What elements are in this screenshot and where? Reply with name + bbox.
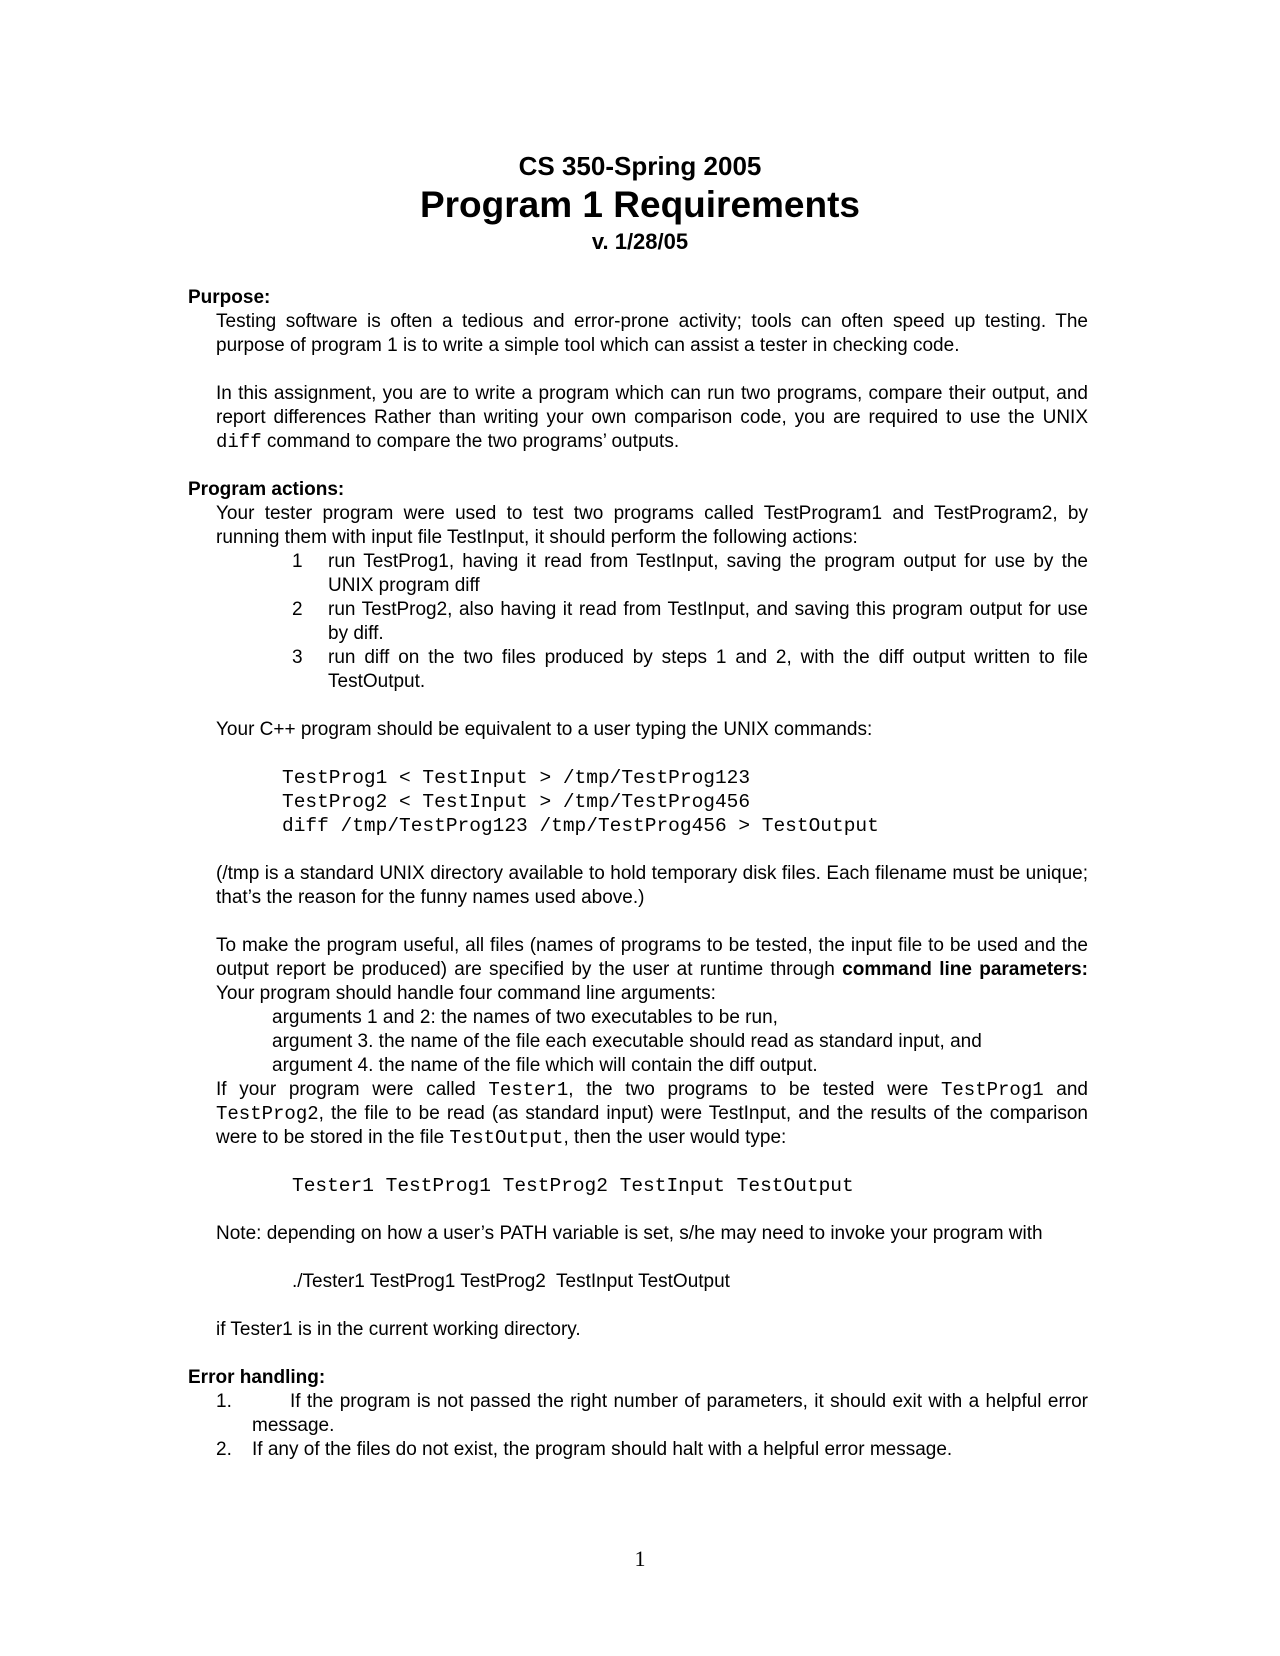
example-text: , the two programs to be tested were (568, 1079, 941, 1100)
list-item (292, 550, 1088, 598)
user-command: Tester1 TestProg1 TestProg2 TestInput TestOutput (292, 1175, 854, 1197)
purpose-paragraph-1: Testing software is often a tedious and error-prone activity; tools can often speed up testing. The purpose of program 1 is to write a simple tool which can assist a tester in checking code. (216, 311, 1088, 356)
actions-intro: Your tester program were used to test two programs called TestProgram1 and TestProgram2, by running them with input file TestInput, it should perform the following actions: (216, 503, 1088, 548)
arguments-list (272, 1006, 1088, 1078)
example-text: and (1043, 1079, 1088, 1100)
unix-commands-block (282, 766, 1088, 838)
testoutput-code: TestOutput (449, 1127, 564, 1149)
example-text: If your program were called (216, 1079, 489, 1100)
document-header (0, 150, 1280, 256)
cwd-note: if Tester1 is in the current working directory. (216, 1319, 581, 1340)
purpose-p2-text-b: command to compare the two programs’ outputs. (261, 431, 680, 452)
steps-list (292, 550, 1088, 694)
error-item-text: If any of the files do not exist, the program should halt with a helpful error message. (252, 1439, 953, 1460)
tmp-note: (/tmp is a standard UNIX directory available to hold temporary disk files. Each filename must be unique; that’s the reason for the funny names used above.) (216, 863, 1088, 908)
path-command: ./Tester1 TestProg1 TestProg2 TestInput TestOutput (292, 1271, 730, 1292)
actions-heading: Program actions: (188, 479, 345, 500)
list-item: argument 4. the name of the file which will contain the diff output. (272, 1055, 818, 1076)
code-line: TestProg1 < TestInput > /tmp/TestProg123 (282, 767, 751, 789)
code-line: diff /tmp/TestProg123 /tmp/TestProg456 > TestOutput (282, 815, 879, 837)
list-item (292, 598, 1088, 646)
example-text: , then the user would type: (563, 1127, 787, 1148)
useful-text-a: To make the program useful, all files (names of programs to be tested, the input file to be used and the output report be produced) are specified by the user at runtime through (216, 935, 1088, 980)
purpose-heading: Purpose: (188, 287, 271, 308)
list-item: argument 3. the name of the file each executable should read as standard input, and (272, 1031, 982, 1052)
error-item-number: 2. (216, 1439, 232, 1460)
tester1-code: Tester1 (488, 1079, 569, 1101)
list-item (216, 1390, 1088, 1438)
example-paragraph (216, 1078, 1088, 1150)
command-line-parameters-bold: command line parameters: (842, 959, 1088, 980)
step-number: 3 (292, 647, 303, 668)
step-number: 1 (292, 551, 303, 572)
document-title: Program 1 Requirements (419, 184, 861, 225)
testprog1-code: TestProg1 (941, 1079, 1044, 1101)
list-item (292, 646, 1088, 694)
testprog2-code: TestProg2 (216, 1103, 319, 1125)
equivalent-commands-note: Your C++ program should be equivalent to a user typing the UNIX commands: (216, 719, 873, 740)
error-handling-heading: Error handling: (188, 1367, 326, 1388)
example-text: , the file to be read (as standard input) were TestInput, and the results of the comparison were to be stored in the file (216, 1103, 1088, 1148)
path-note: Note: depending on how a user’s PATH variable is set, s/he may need to invoke your program with (216, 1223, 1043, 1244)
list-item: arguments 1 and 2: the names of two executables to be run, (272, 1007, 778, 1028)
list-item (216, 1438, 1088, 1462)
error-handling-list (216, 1390, 1088, 1462)
step-text: run TestProg1, having it read from TestInput, saving the program output for use by the UNIX program diff (328, 551, 1088, 596)
purpose-section (216, 310, 1088, 454)
page-number: 1 (634, 1546, 646, 1571)
error-item-number: 1. (216, 1391, 232, 1412)
step-text: run TestProg2, also having it read from TestInput, and saving this program output for use by diff. (328, 599, 1088, 644)
actions-section (216, 502, 1088, 1342)
document-body (188, 286, 1088, 1462)
version-label: v. 1/28/05 (591, 229, 689, 254)
diff-code: diff (216, 431, 262, 453)
error-item-text: If the program is not passed the right number of parameters, it should exit with a helpful error message. (252, 1391, 1088, 1436)
purpose-paragraph-2 (216, 382, 1088, 454)
code-line: TestProg2 < TestInput > /tmp/TestProg456 (282, 791, 751, 813)
command-line-paragraph (216, 934, 1088, 1006)
step-text: run diff on the two files produced by steps 1 and 2, with the diff output written to file TestOutput. (328, 647, 1088, 692)
useful-text-b: Your program should handle four command line arguments: (216, 983, 716, 1004)
purpose-p2-text-a: In this assignment, you are to write a program which can run two programs, compare their output, and report differences Rather than writing your own comparison code, you are required to use the UNIX (216, 383, 1088, 428)
step-number: 2 (292, 599, 303, 620)
course-title: CS 350-Spring 2005 (518, 151, 762, 181)
